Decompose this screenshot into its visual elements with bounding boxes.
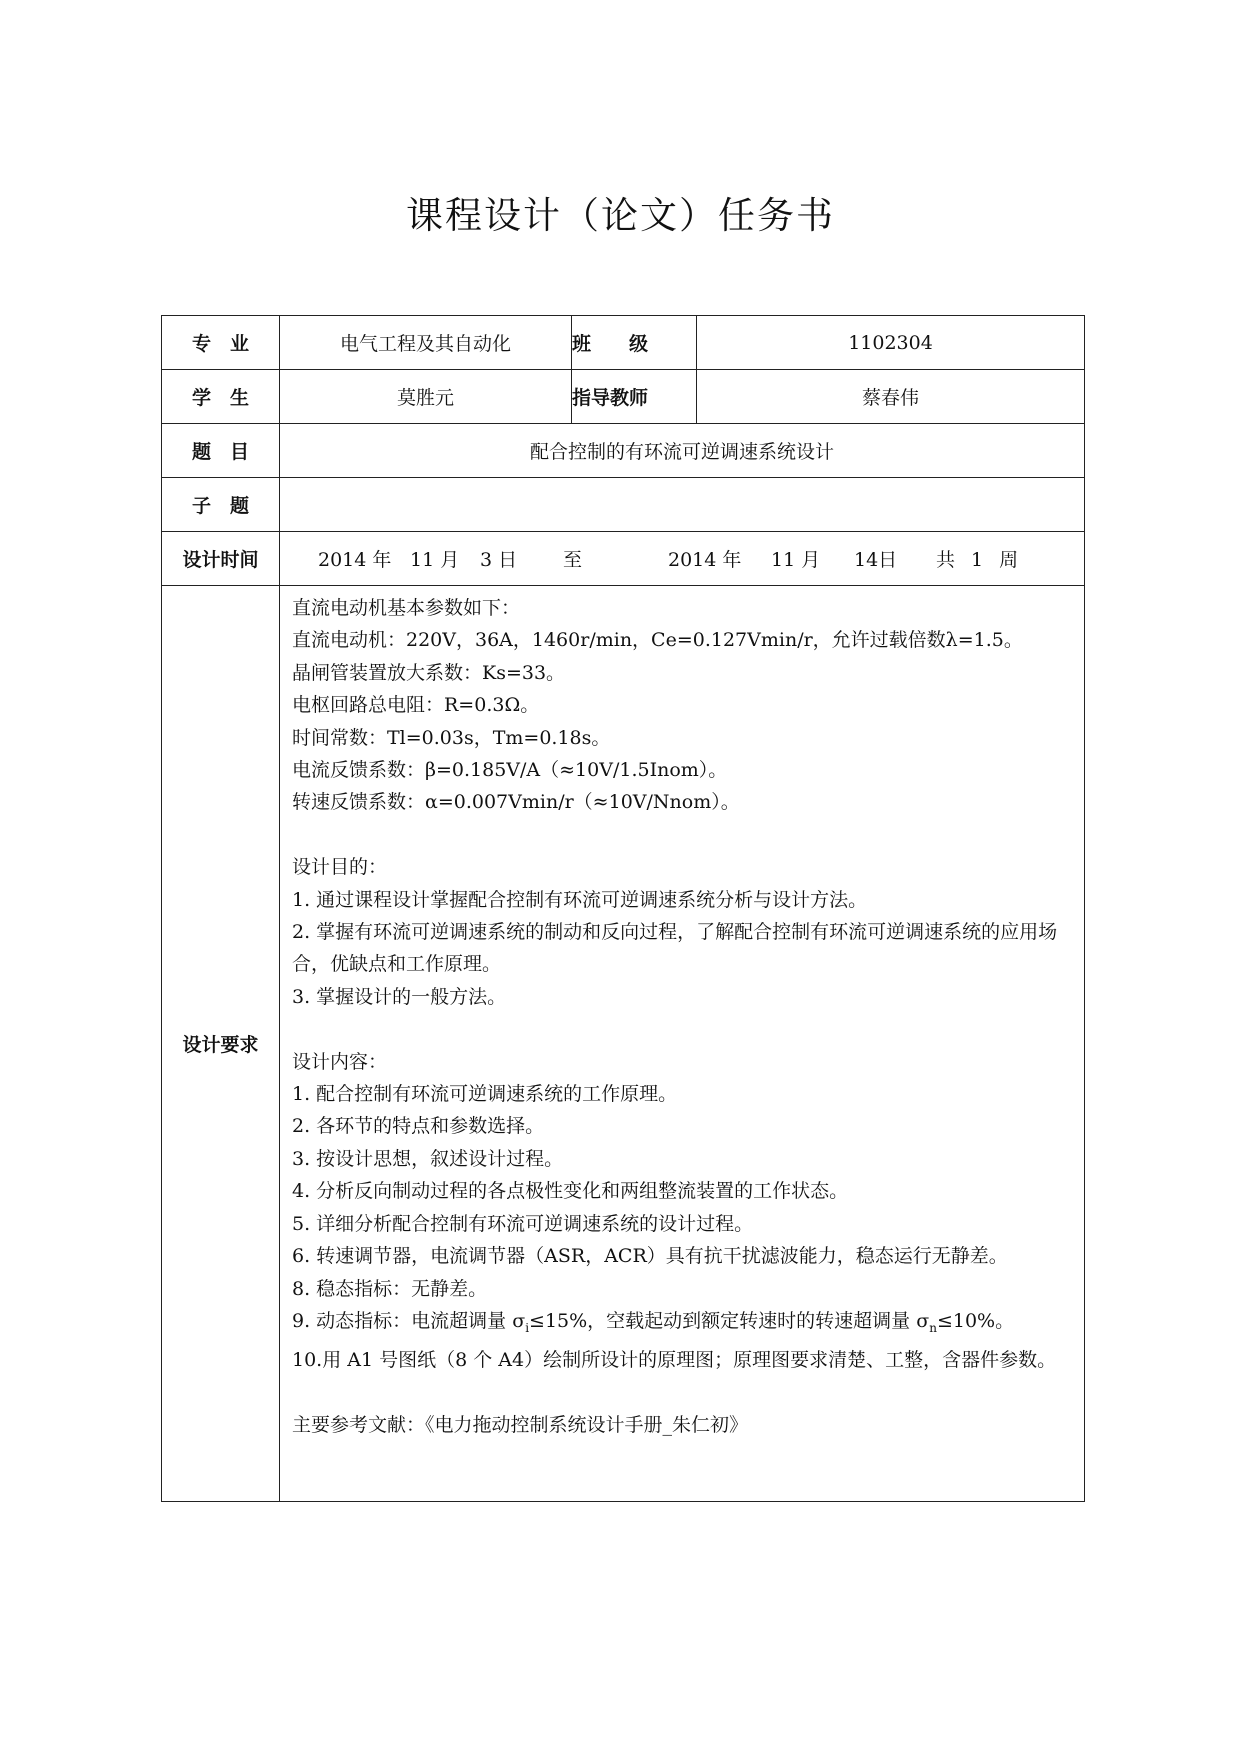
item9-end: ≤10%。 xyxy=(936,1309,1015,1332)
class-value: 1102304 xyxy=(697,316,1085,370)
topic-value: 配合控制的有环流可逆调速系统设计 xyxy=(280,424,1085,478)
row-student-advisor xyxy=(162,370,1085,424)
task-form-table xyxy=(161,315,1085,1502)
goal-item: 3. 掌握设计的一般方法。 xyxy=(292,985,507,1008)
content-item: 8. 稳态指标：无静差。 xyxy=(292,1277,488,1300)
content-heading: 设计内容： xyxy=(292,1050,388,1073)
document-title: 课程设计（论文）任务书 xyxy=(406,194,835,237)
content-item: 4. 分析反向制动过程的各点极性变化和两组整流装置的工作状态。 xyxy=(292,1180,849,1203)
time-start-day: 3 日 xyxy=(480,549,518,571)
item9-sub-n: n xyxy=(929,1320,937,1335)
content-item-10: 10.用 A1 号图纸（8 个 A4）绘制所设计的原理图；原理图要求清楚、工整，含器件参数。 xyxy=(292,1349,1057,1372)
row-subtopic xyxy=(162,478,1085,532)
time-start-month: 11 月 xyxy=(410,549,460,571)
time-label: 设计时间 xyxy=(162,532,280,586)
row-requirements xyxy=(162,586,1085,1502)
content-item-9 xyxy=(292,1305,1074,1344)
topic-label: 题 目 xyxy=(162,424,280,478)
time-end-month: 11 月 xyxy=(771,549,821,571)
item9-mid: ≤15%，空载起动到额定转速时的转速超调量 σ xyxy=(529,1309,930,1332)
student-value: 莫胜元 xyxy=(280,370,572,424)
goal-item: 2. 掌握有环流可逆调速系统的制动和反向过程，了解配合控制有环流可逆调速系统的应用场合，优缺点和工作原理。 xyxy=(292,921,1058,976)
major-value: 电气工程及其自动化 xyxy=(280,316,572,370)
time-start-year: 2014 年 xyxy=(318,549,392,571)
goal-item: 1. 通过课程设计掌握配合控制有环流可逆调速系统分析与设计方法。 xyxy=(292,888,868,911)
advisor-value: 蔡春伟 xyxy=(697,370,1085,424)
param-line: 转速反馈系数：α=0.007Vmin/r（≈10V/Nnom）。 xyxy=(292,791,740,814)
time-end-year: 2014 年 xyxy=(668,549,742,571)
time-to: 至 xyxy=(563,549,583,571)
subtopic-label: 子 题 xyxy=(162,478,280,532)
params-heading: 直流电动机基本参数如下： xyxy=(292,597,521,619)
row-major-class xyxy=(162,316,1085,370)
content-item: 1. 配合控制有环流可逆调速系统的工作原理。 xyxy=(292,1083,678,1106)
content-item: 3. 按设计思想，叙述设计过程。 xyxy=(292,1147,564,1170)
param-line: 直流电动机：220V，36A，1460r/min，Ce=0.127Vmin/r，允许过载倍数λ=1.5。 xyxy=(292,629,1023,652)
requirements-content xyxy=(280,586,1085,1502)
param-line: 时间常数：Tl=0.03s，Tm=0.18s。 xyxy=(292,726,611,749)
student-label: 学 生 xyxy=(162,370,280,424)
content-item: 6. 转速调节器，电流调节器（ASR，ACR）具有抗干扰滤波能力，稳态运行无静差。 xyxy=(292,1245,1008,1268)
row-topic xyxy=(162,424,1085,478)
advisor-label: 指导教师 xyxy=(572,370,697,424)
time-value xyxy=(280,532,1085,586)
class-label: 班 级 xyxy=(572,316,697,370)
requirements-label: 设计要求 xyxy=(162,586,280,1502)
item9-prefix: 9. 动态指标：电流超调量 σ xyxy=(292,1309,526,1332)
major-label: 专 业 xyxy=(162,316,280,370)
time-end-day: 14日 xyxy=(854,549,898,571)
param-line: 电枢回路总电阻：R=0.3Ω。 xyxy=(292,694,540,717)
content-item: 2. 各环节的特点和参数选择。 xyxy=(292,1115,545,1138)
param-line: 晶闸管装置放大系数：Ks=33。 xyxy=(292,661,566,684)
goals-heading: 设计目的： xyxy=(292,856,388,879)
row-design-time xyxy=(162,532,1085,586)
content-item: 5. 详细分析配合控制有环流可逆调速系统的设计过程。 xyxy=(292,1212,754,1235)
subtopic-value xyxy=(280,478,1085,532)
time-total: 共 1 周 xyxy=(936,549,1019,571)
param-line: 电流反馈系数：β=0.185V/A（≈10V/1.5Inom）。 xyxy=(292,759,728,782)
item9-sub-i: i xyxy=(525,1320,530,1335)
references: 主要参考文献：《电力拖动控制系统设计手册_朱仁初》 xyxy=(292,1413,749,1436)
